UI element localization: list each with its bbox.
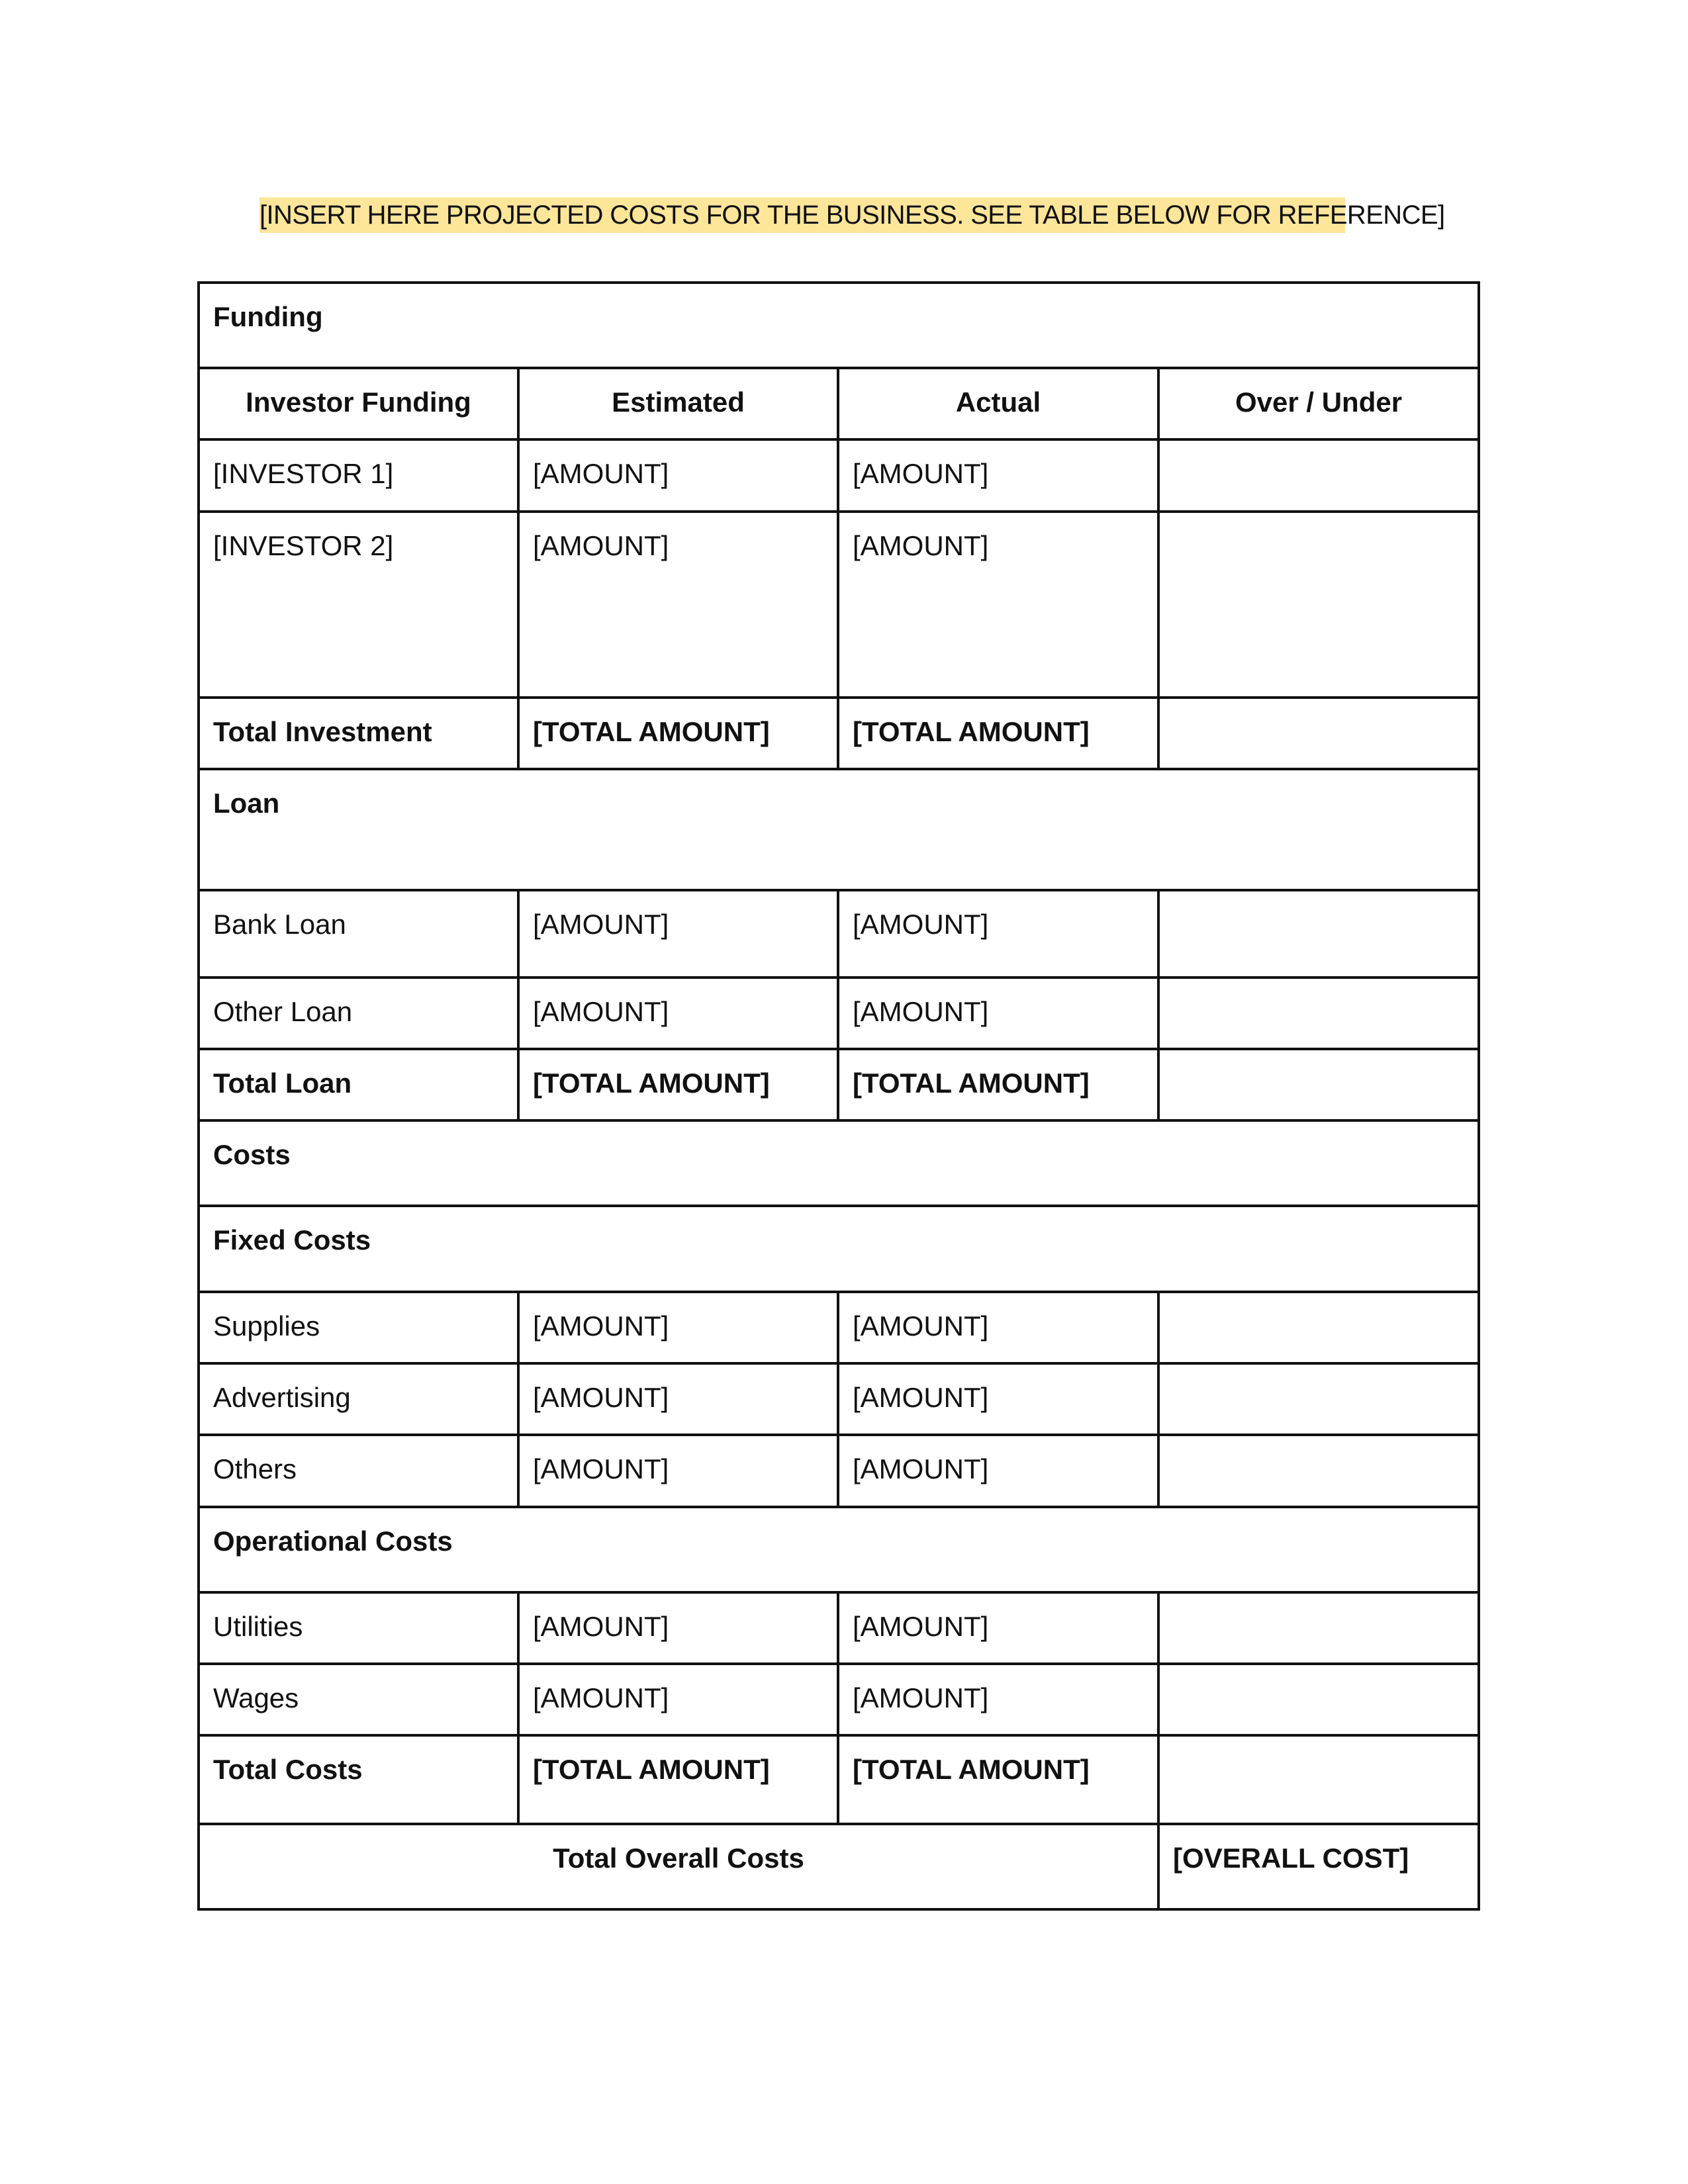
table-row <box>199 512 1479 698</box>
instruction-note: [INSERT HERE PROJECTED COSTS FOR THE BUSINESS. SEE TABLE BELOW FOR REFERENCE] <box>259 197 1345 233</box>
total-label: Total Investment <box>199 698 518 769</box>
actual-cell[interactable]: [AMOUNT] <box>838 1435 1158 1507</box>
over-under-cell[interactable] <box>1158 1292 1479 1363</box>
estimated-total[interactable]: [TOTAL AMOUNT] <box>518 1049 838 1120</box>
section-row-fixed-costs <box>199 1206 1479 1292</box>
table-row <box>199 1292 1479 1363</box>
over-under-cell[interactable] <box>1158 1592 1479 1664</box>
section-title-loan: Loan <box>199 769 1479 890</box>
estimated-cell[interactable]: [AMOUNT] <box>518 1363 838 1435</box>
estimated-cell[interactable]: [AMOUNT] <box>518 890 838 978</box>
over-under-cell[interactable] <box>1158 512 1479 698</box>
estimated-cell[interactable]: [AMOUNT] <box>518 439 838 512</box>
over-under-cell[interactable] <box>1158 1363 1479 1435</box>
actual-cell[interactable]: [AMOUNT] <box>838 1592 1158 1664</box>
actual-total[interactable]: [TOTAL AMOUNT] <box>838 698 1158 769</box>
section-row-loan <box>199 769 1479 890</box>
over-under-cell[interactable] <box>1158 1735 1479 1824</box>
loan-name: Bank Loan <box>199 890 518 978</box>
overall-row <box>199 1824 1479 1909</box>
estimated-cell[interactable]: [AMOUNT] <box>518 1664 838 1735</box>
estimated-cell[interactable]: [AMOUNT] <box>518 1292 838 1363</box>
table-row <box>199 978 1479 1049</box>
cost-name: Wages <box>199 1664 518 1735</box>
estimated-cell[interactable]: [AMOUNT] <box>518 978 838 1049</box>
table-row <box>199 1664 1479 1735</box>
total-row-loan <box>199 1049 1479 1120</box>
budget-table <box>197 281 1480 1911</box>
estimated-cell[interactable]: [AMOUNT] <box>518 1435 838 1507</box>
over-under-cell[interactable] <box>1158 698 1479 769</box>
over-under-cell[interactable] <box>1158 439 1479 512</box>
cost-name: Utilities <box>199 1592 518 1664</box>
section-title-funding: Funding <box>199 283 1479 368</box>
section-row-operational-costs <box>199 1507 1479 1592</box>
column-header-over-under: Over / Under <box>1158 368 1479 439</box>
over-under-cell[interactable] <box>1158 978 1479 1049</box>
total-label: Total Costs <box>199 1735 518 1824</box>
cost-name: Others <box>199 1435 518 1507</box>
loan-name: Other Loan <box>199 978 518 1049</box>
table-row <box>199 1363 1479 1435</box>
over-under-cell[interactable] <box>1158 1049 1479 1120</box>
cost-name: Advertising <box>199 1363 518 1435</box>
column-header-actual: Actual <box>838 368 1158 439</box>
section-row-funding <box>199 283 1479 368</box>
table-row <box>199 439 1479 512</box>
overall-label: Total Overall Costs <box>199 1824 1158 1909</box>
column-header-investor-funding: Investor Funding <box>199 368 518 439</box>
total-row-costs <box>199 1735 1479 1824</box>
actual-total[interactable]: [TOTAL AMOUNT] <box>838 1049 1158 1120</box>
over-under-cell[interactable] <box>1158 890 1479 978</box>
investor-name[interactable]: [INVESTOR 1] <box>199 439 518 512</box>
estimated-total[interactable]: [TOTAL AMOUNT] <box>518 698 838 769</box>
estimated-total[interactable]: [TOTAL AMOUNT] <box>518 1735 838 1824</box>
total-row-investment <box>199 698 1479 769</box>
actual-cell[interactable]: [AMOUNT] <box>838 890 1158 978</box>
total-label: Total Loan <box>199 1049 518 1120</box>
actual-cell[interactable]: [AMOUNT] <box>838 439 1158 512</box>
actual-total[interactable]: [TOTAL AMOUNT] <box>838 1735 1158 1824</box>
section-title-costs: Costs <box>199 1120 1479 1206</box>
actual-cell[interactable]: [AMOUNT] <box>838 1363 1158 1435</box>
section-row-costs <box>199 1120 1479 1206</box>
estimated-cell[interactable]: [AMOUNT] <box>518 512 838 698</box>
table-row <box>199 1592 1479 1664</box>
table-row <box>199 1435 1479 1507</box>
column-header-estimated: Estimated <box>518 368 838 439</box>
over-under-cell[interactable] <box>1158 1435 1479 1507</box>
cost-name: Supplies <box>199 1292 518 1363</box>
actual-cell[interactable]: [AMOUNT] <box>838 978 1158 1049</box>
section-title-fixed-costs: Fixed Costs <box>199 1206 1479 1292</box>
investor-name[interactable]: [INVESTOR 2] <box>199 512 518 698</box>
actual-cell[interactable]: [AMOUNT] <box>838 1292 1158 1363</box>
actual-cell[interactable]: [AMOUNT] <box>838 1664 1158 1735</box>
header-row <box>199 368 1479 439</box>
table-row <box>199 890 1479 978</box>
estimated-cell[interactable]: [AMOUNT] <box>518 1592 838 1664</box>
section-title-operational-costs: Operational Costs <box>199 1507 1479 1592</box>
over-under-cell[interactable] <box>1158 1664 1479 1735</box>
overall-value[interactable]: [OVERALL COST] <box>1158 1824 1479 1909</box>
actual-cell[interactable]: [AMOUNT] <box>838 512 1158 698</box>
